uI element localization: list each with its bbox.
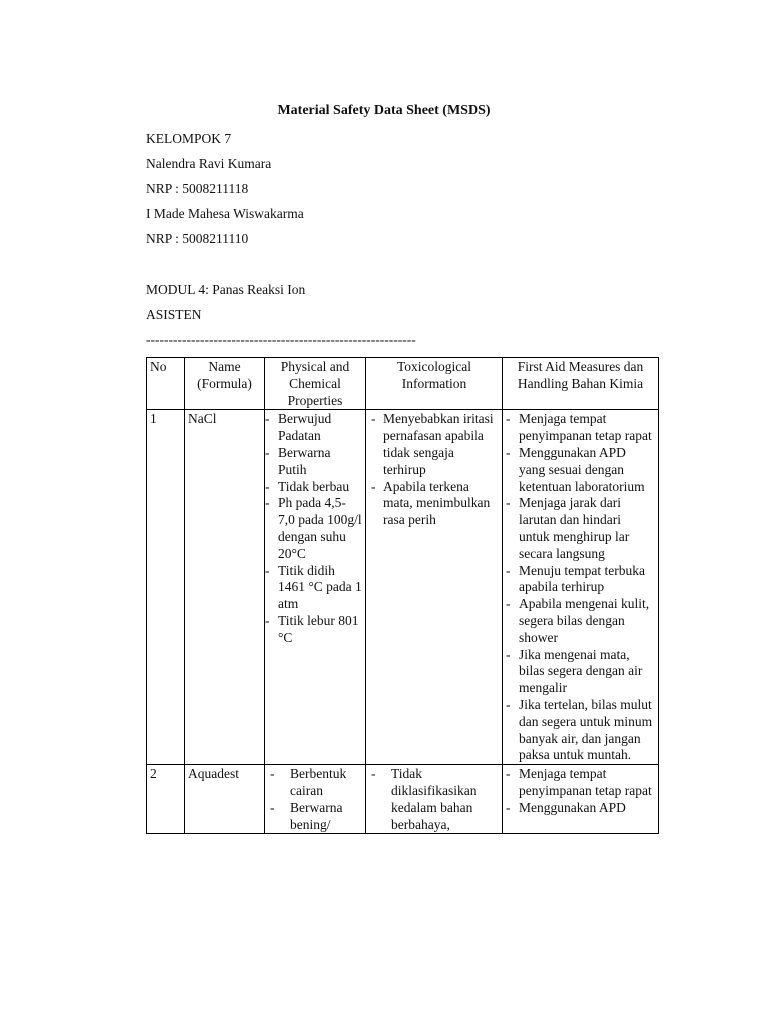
member2-nrp: NRP : 5008211110 xyxy=(146,231,249,246)
row1-name: NaCl xyxy=(185,410,265,765)
row1-no: 1 xyxy=(147,410,185,765)
member1-nrp: NRP : 5008211118 xyxy=(146,181,249,196)
separator-line: ------------------------------------------------------------ xyxy=(146,332,416,347)
row2-no: 2 xyxy=(147,765,185,834)
msds-table xyxy=(146,357,659,834)
row2-firstaid-cell xyxy=(503,765,659,834)
table-row xyxy=(147,410,659,765)
document-title: Material Safety Data Sheet (MSDS) xyxy=(277,103,491,118)
module-label: MODUL 4: Panas Reaksi Ion xyxy=(146,282,306,297)
row1-toxic-cell xyxy=(366,410,503,765)
list-item: - Berwujud Padatan xyxy=(265,411,362,445)
list-item: - Tidak diklasifikasikan kedalam bahan berbahaya, xyxy=(369,766,499,833)
table-header-row xyxy=(147,358,659,410)
row2-firstaid-list xyxy=(506,766,655,816)
row1-physical-cell xyxy=(265,410,366,765)
row1-firstaid-list xyxy=(506,411,655,764)
list-item: - Menjaga jarak dari larutan dan hindari untuk menghirup lar secara langsung xyxy=(506,495,655,562)
list-item: - Ph pada 4,5-7,0 pada 100g/l dengan suhu 20°C xyxy=(265,495,362,562)
header-no: No xyxy=(147,358,185,410)
header-name: Name (Formula) xyxy=(185,358,265,410)
group-label: KELOMPOK 7 xyxy=(146,131,232,146)
member1-name: Nalendra Ravi Kumara xyxy=(146,156,272,171)
list-item: - Menuju tempat terbuka apabila terhirup xyxy=(506,563,655,597)
list-item: - Titik lebur 801 °C xyxy=(265,613,362,647)
header-firstaid: First Aid Measures dan Handling Bahan Kimia xyxy=(503,358,659,410)
list-item: - Menggunakan APD yang sesuai dengan ketentuan laboratorium xyxy=(506,445,655,495)
row1-toxic-list xyxy=(369,411,499,529)
header-toxic: Toxicological Information xyxy=(366,358,503,410)
table-row xyxy=(147,765,659,834)
list-item: - Jika tertelan, bilas mulut dan segera untuk minum banyak air, dan jangan paksa untuk muntah. xyxy=(506,697,655,764)
list-item: - Titik didih 1461 °C pada 1 atm xyxy=(265,563,362,613)
list-item: - Menyebabkan iritasi pernafasan apabila tidak sengaja terhirup xyxy=(369,411,499,478)
list-item: - Menjaga tempat penyimpanan tetap rapat xyxy=(506,411,655,445)
header-physical: Physical and Chemical Properties xyxy=(265,358,366,410)
row2-toxic-list xyxy=(369,766,499,833)
member2-name: I Made Mahesa Wiswakarma xyxy=(146,206,304,221)
list-item: - Menjaga tempat penyimpanan tetap rapat xyxy=(506,766,655,800)
row2-toxic-cell xyxy=(366,765,503,834)
row2-physical-list xyxy=(268,766,362,833)
list-item: - Jika mengenai mata, bilas segera dengan air mengalir xyxy=(506,647,655,697)
list-item: - Berwarna bening/ xyxy=(268,800,362,834)
assistant-label: ASISTEN xyxy=(146,307,202,322)
row1-firstaid-cell xyxy=(503,410,659,765)
list-item: - Tidak berbau xyxy=(265,479,362,496)
list-item: - Menggunakan APD xyxy=(506,800,655,817)
list-item: - Berbentuk cairan xyxy=(268,766,362,800)
list-item: - Apabila terkena mata, menimbulkan rasa perih xyxy=(369,479,499,529)
list-item: - Berwarna Putih xyxy=(265,445,362,479)
list-item: - Apabila mengenai kulit, segera bilas dengan shower xyxy=(506,596,655,646)
row1-physical-list xyxy=(265,411,362,646)
row2-physical-cell xyxy=(265,765,366,834)
row2-name: Aquadest xyxy=(185,765,265,834)
